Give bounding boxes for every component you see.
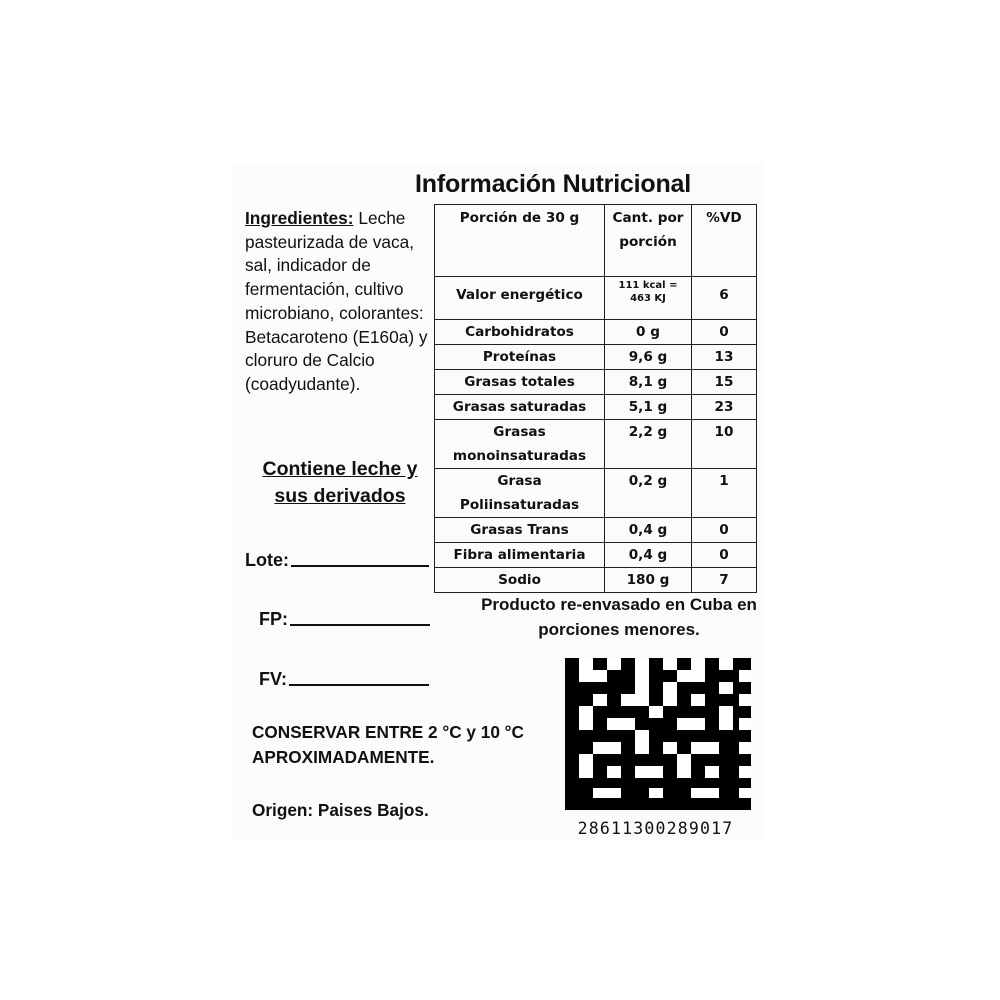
ingredients-text: Leche pasteurizada de vaca, sal, indicador de fermentación, cultivo microbiano, colorantes: Betacaroteno (E160a) y cloruro de Calcio (coadyudante). xyxy=(245,208,428,394)
nutrient-amount: 5,1 g xyxy=(605,395,692,420)
header-amount: Cant. por porción xyxy=(605,205,692,277)
nutrition-table xyxy=(434,204,757,593)
ingredients-heading: Ingredientes: xyxy=(245,208,354,228)
repackaging-note: Producto re-envasado en Cuba en porciones menores. xyxy=(481,595,757,639)
table-row xyxy=(435,345,757,370)
table-row xyxy=(435,568,757,593)
fv-blank-line xyxy=(289,684,429,686)
allergen-notice: Contiene leche y sus derivados xyxy=(262,458,418,507)
nutrient-name: Carbohidratos xyxy=(435,320,605,345)
nutrient-name: Grasas Trans xyxy=(435,518,605,543)
table-row xyxy=(435,277,757,320)
origin-text: Origen: Paises Bajos. xyxy=(252,800,429,820)
nutrient-name: Grasas monoinsaturadas xyxy=(435,420,605,469)
nutrient-amount: 0,2 g xyxy=(605,469,692,518)
nutrient-dv: 0 xyxy=(692,320,757,345)
fv-field xyxy=(259,669,429,690)
nutrient-dv: 15 xyxy=(692,370,757,395)
fp-label: FP: xyxy=(259,609,288,629)
fv-label: FV: xyxy=(259,669,288,689)
nutrient-amount: 2,2 g xyxy=(605,420,692,469)
nutrient-amount: 9,6 g xyxy=(605,345,692,370)
lote-blank-line xyxy=(291,565,429,567)
nutrient-name: Grasas saturadas xyxy=(435,395,605,420)
barcode-number: 28611300289017 xyxy=(577,819,734,838)
nutrient-amount: 0,4 g xyxy=(605,518,692,543)
nutrient-name: Proteínas xyxy=(435,345,605,370)
nutrient-amount: 180 g xyxy=(605,568,692,593)
lote-field xyxy=(245,550,429,571)
page-title: Información Nutricional xyxy=(415,170,691,198)
header-portion: Porción de 30 g xyxy=(435,205,605,277)
table-row xyxy=(435,518,757,543)
lote-label: Lote: xyxy=(245,550,289,570)
nutrient-dv: 0 xyxy=(692,543,757,568)
nutrient-dv: 13 xyxy=(692,345,757,370)
nutrient-dv: 1 xyxy=(692,469,757,518)
nutrient-name: Sodio xyxy=(435,568,605,593)
fp-blank-line xyxy=(290,624,430,626)
nutrient-amount: 0,4 g xyxy=(605,543,692,568)
nutrient-name: Grasa Poliinsaturadas xyxy=(435,469,605,518)
storage-instructions: CONSERVAR ENTRE 2 °C y 10 °C APROXIMADAMENTE. xyxy=(252,722,524,767)
fp-field xyxy=(259,609,430,630)
nutrient-name: Valor energético xyxy=(435,277,605,320)
nutrient-dv: 10 xyxy=(692,420,757,469)
nutrient-dv: 23 xyxy=(692,395,757,420)
nutrient-name: Grasas totales xyxy=(435,370,605,395)
nutrient-dv: 6 xyxy=(692,277,757,320)
table-row xyxy=(435,370,757,395)
ingredients-block xyxy=(245,207,435,397)
nutrient-dv: 7 xyxy=(692,568,757,593)
nutrient-amount: 111 kcal = 463 KJ xyxy=(605,277,692,320)
table-row xyxy=(435,420,757,469)
nutrient-name: Fibra alimentaria xyxy=(435,543,605,568)
table-row xyxy=(435,320,757,345)
datamatrix-code-icon xyxy=(565,658,751,810)
table-row xyxy=(435,543,757,568)
table-row xyxy=(435,469,757,518)
header-dv: %VD xyxy=(692,205,757,277)
nutrient-amount: 0 g xyxy=(605,320,692,345)
table-row xyxy=(435,395,757,420)
nutrient-dv: 0 xyxy=(692,518,757,543)
nutrient-amount: 8,1 g xyxy=(605,370,692,395)
